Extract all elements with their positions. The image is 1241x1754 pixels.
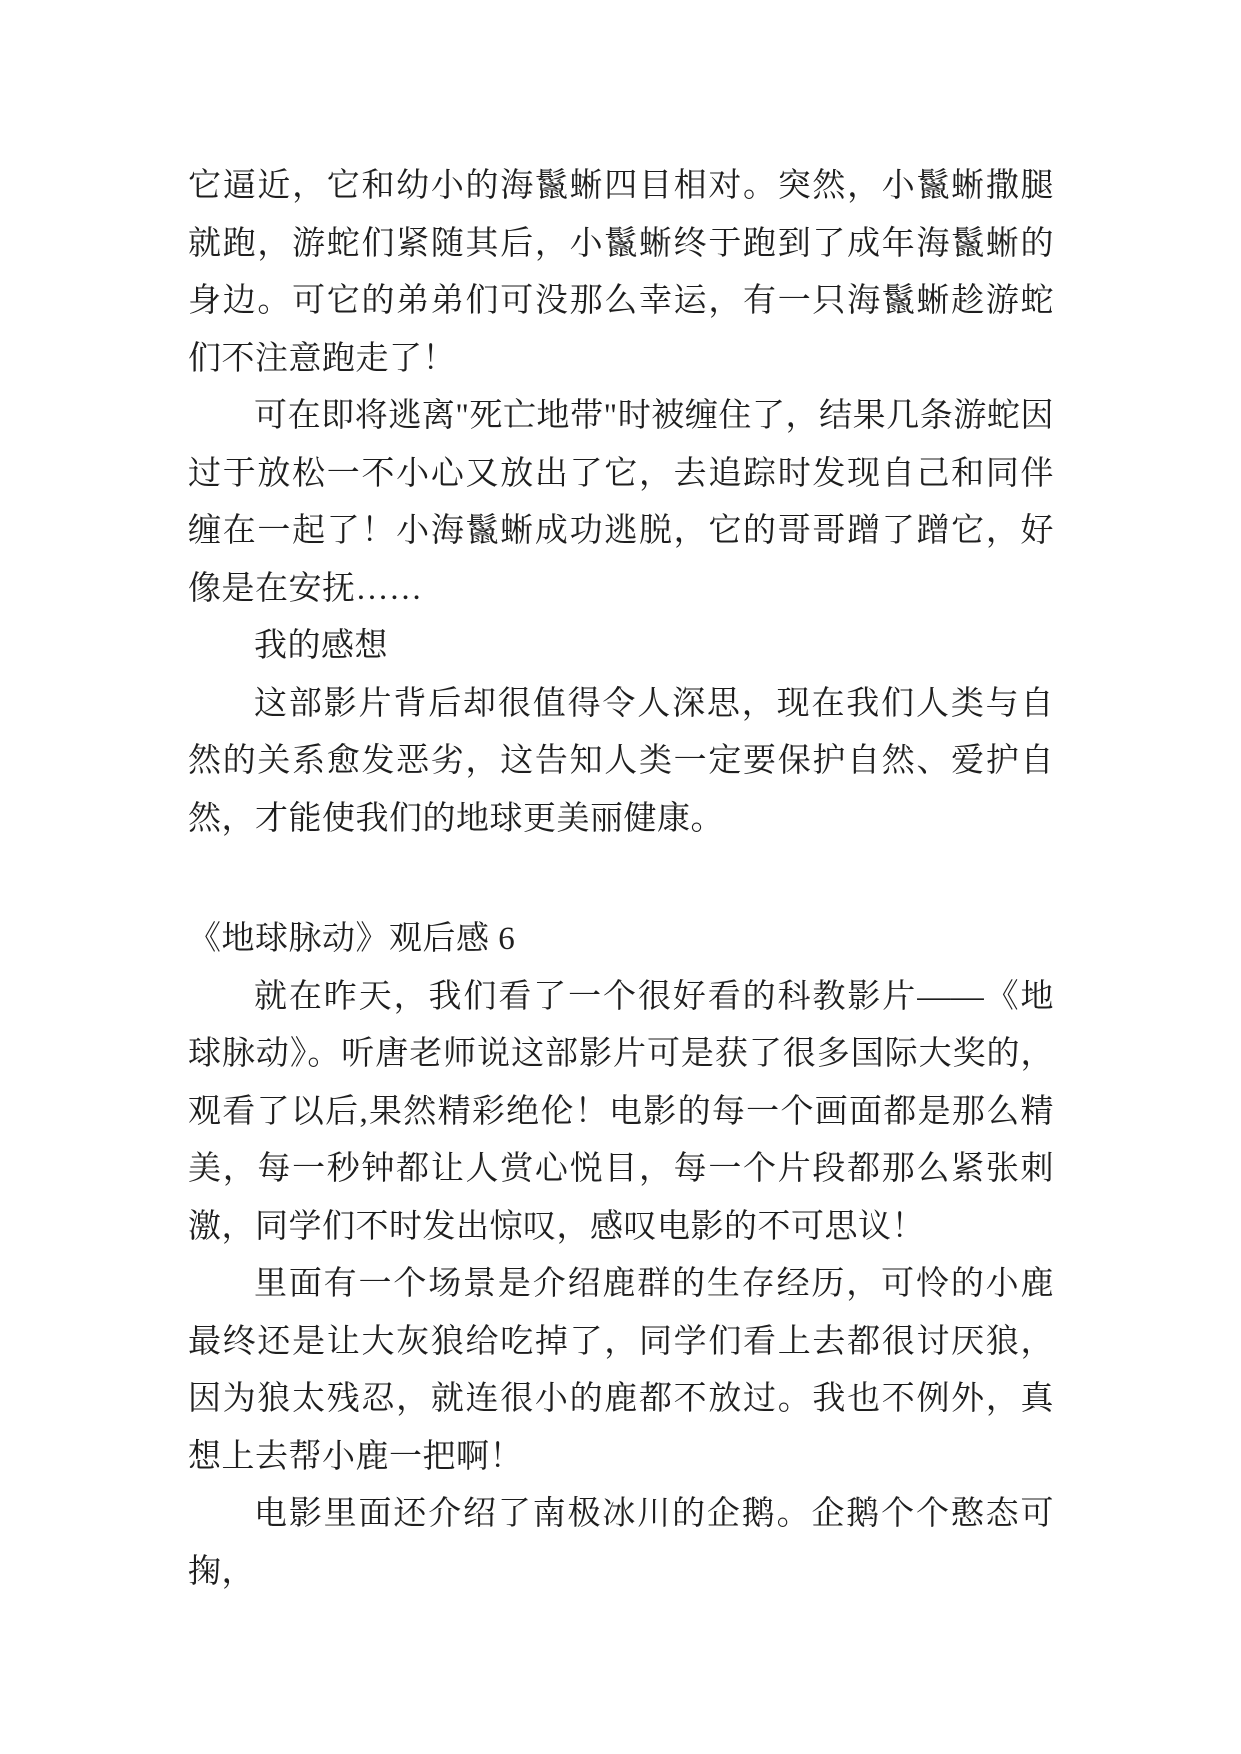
paragraph-iguana-escape: 可在即将逃离"死亡地带"时被缠住了，结果几条游蛇因过于放松一不小心又放出了它，去追踪时发现自己和同伴缠在一起了！小海鬣蜥成功逃脱，它的哥哥蹭了蹭它，好像是在安抚……	[188, 398, 1054, 607]
paragraph-iguana-chase: 它逼近，它和幼小的海鬣蜥四目相对。突然，小鬣蜥撒腿就跑，游蛇们紧随其后，小鬣蜥终于跑到了成年海鬣蜥的身边。可它的弟弟们可没那么幸运，有一只海鬣蜥趁游蛇们不注意跑走了！	[188, 168, 1054, 377]
paragraph-my-thoughts-label: 我的感想	[254, 628, 388, 664]
paragraph-penguin-scene: 电影里面还介绍了南极冰川的企鹅。企鹅个个憨态可掬，	[188, 1496, 1054, 1590]
paragraph-reflection: 这部影片背后却很值得令人深思，现在我们人类与自然的关系愈发恶劣，这告知人类一定要保护自然、爱护自然，才能使我们的地球更美丽健康。	[188, 685, 1054, 837]
paragraph-deer-scene: 里面有一个场景是介绍鹿群的生存经历，可怜的小鹿最终还是让大灰狼给吃掉了，同学们看上去都很讨厌狼，因为狼太残忍，就连很小的鹿都不放过。我也不例外，真想上去帮小鹿一把啊！	[188, 1266, 1054, 1475]
section-heading: 《地球脉动》观后感 6	[188, 921, 516, 957]
paragraph-movie-intro: 就在昨天，我们看了一个很好看的科教影片——《地球脉动》。听唐老师说这部影片可是获了很多国际大奖的，观看了以后,果然精彩绝伦！电影的每一个画面都是那么精美，每一秒钟都让人赏心悦目，每一个片段都那么紧张刺激，同学们不时发出惊叹，感叹电影的不可思议！	[188, 978, 1054, 1245]
